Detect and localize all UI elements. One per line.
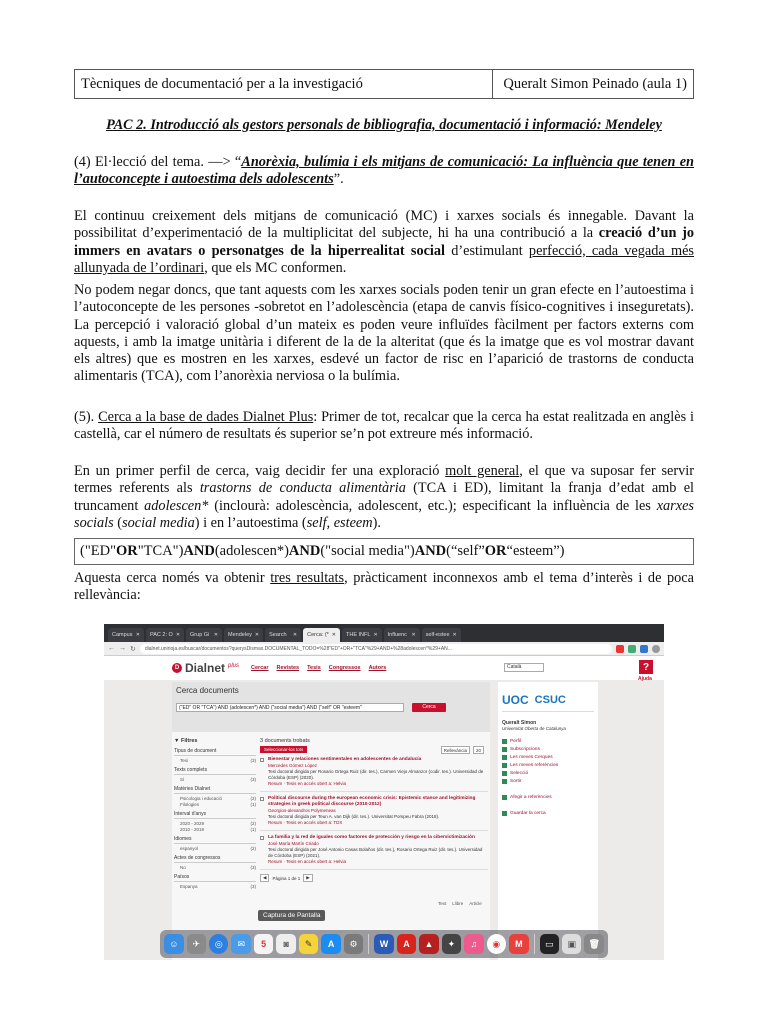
q-operator: AND: [183, 543, 215, 559]
filter-group: [174, 811, 256, 832]
q-part: (adolescen*): [214, 543, 289, 559]
p3-e: (TCA i ED), limitant la franja d’edat amb el truncament: [74, 480, 695, 514]
p3-c: , el que va suposar fer servir termes referents als: [74, 463, 695, 497]
browser-tab[interactable]: [108, 628, 144, 642]
close-icon[interactable]: ✕: [452, 632, 457, 638]
music-icon[interactable]: ♫: [464, 934, 483, 954]
filter-group: [174, 767, 256, 782]
sidebar-link[interactable]: [502, 779, 594, 784]
p3-l: self, esteem: [306, 514, 373, 531]
filter-option[interactable]: [174, 802, 256, 807]
dialnet-logo[interactable]: [172, 661, 239, 675]
search-button[interactable]: Cerca: [412, 703, 446, 712]
menu-tesis[interactable]: Tesis: [307, 665, 321, 671]
extension-icon[interactable]: [628, 645, 636, 653]
arrow-icon: [502, 795, 507, 800]
filter-group-title: Texts complets: [174, 767, 256, 775]
filter-option[interactable]: [174, 827, 256, 832]
filter-group-title: Tipus de document: [174, 748, 256, 756]
q-part: (“self”: [446, 543, 485, 559]
uoc-logo: UOC: [502, 692, 529, 707]
filter-label: espanyol: [180, 846, 199, 851]
arrow-icon: [502, 811, 507, 816]
q-part: ("ED": [80, 543, 116, 559]
result-author[interactable]: José María Martín Criado: [268, 841, 319, 846]
filter-count: (3): [250, 758, 256, 763]
menu-congressos[interactable]: Congressos: [328, 665, 361, 671]
spacer: [502, 803, 594, 811]
close-icon[interactable]: ✕: [292, 632, 298, 638]
sidebar-link-label: Perfil: [510, 739, 521, 744]
chrome-icon[interactable]: ◉: [487, 934, 506, 954]
institution-logos: [502, 688, 594, 712]
sidebar-link-label: Les meves referències: [510, 763, 559, 768]
p3-g: (inclourà: adolescència, adolescent, etc.); especificant la influència de les: [208, 497, 657, 514]
s5-number: (5).: [74, 409, 99, 425]
p3-m: ).: [372, 514, 381, 531]
extension-icon[interactable]: [616, 645, 624, 653]
filter-count: (3): [250, 865, 256, 870]
browser-tab[interactable]: [186, 628, 222, 642]
sidebar-link[interactable]: [502, 739, 594, 744]
q-operator: AND: [288, 543, 321, 559]
logo-text: Dialnet: [185, 661, 226, 675]
filter-group-title: Actes de congressos: [174, 855, 256, 863]
tab-label: self-estee: [425, 632, 450, 638]
settings-icon[interactable]: ⚙: [344, 934, 363, 954]
finder-icon[interactable]: ☺: [164, 934, 183, 954]
s5-text: : Primer de tot, recalcar que la cerca ha estat realitzada en anglès i castellà, car el número de resultats és superior se’n pot extreure més informació.: [74, 409, 694, 443]
arrow-icon: [502, 755, 507, 760]
close-icon[interactable]: ✕: [135, 632, 140, 638]
reload-icon[interactable]: ↻: [130, 645, 136, 653]
header-table: [74, 69, 694, 99]
help-icon[interactable]: ?: [639, 660, 653, 674]
profile-icon[interactable]: [652, 645, 660, 653]
calendar-icon[interactable]: 5: [254, 934, 273, 954]
tab-label: Search: [269, 632, 287, 638]
browser-url-bar: [104, 642, 664, 656]
filter-count: (1): [250, 802, 256, 807]
paragraph-2: No podem negar doncs, que tant aquests com les xarxes socials poden tenir un gran efecte en l’autoestima i l’autoconcepte de les persones -sobretot en l’adolescència (etapa de canvis físico-cognitives i inseguretats). La percepció i valoració global d’un mateix es poden veure influïdes fàcilment per factors externs com aquests, i amb la imatge unitària i diferent de la de la alteritat (que és la imatge que es vol mostrar davant els altres) que es mostren en les xarxes, esdevé un factor de risc en l’aparició de trastorns de conducta alimentaris (TCA), com l’anorèxia nerviosa o la bulímia.: [74, 282, 694, 385]
s5-database: Cerca a la base de dades Dialnet Plus: [98, 409, 314, 425]
result-title[interactable]: La familia y la red de iguales como factores de protección y riesgo en la cibervictimización: [268, 835, 475, 840]
q-operator: OR: [484, 543, 507, 559]
filter-group-title: Interval d'anys: [174, 811, 256, 819]
browser-tab[interactable]: [265, 628, 301, 642]
filter-group-title: Matèries Dialnet: [174, 786, 256, 794]
filter-label: No: [180, 865, 186, 870]
pagination: [260, 874, 488, 882]
browser-tab[interactable]: [422, 628, 461, 642]
sidebar-link[interactable]: [502, 747, 594, 752]
preview-icon[interactable]: ▣: [562, 934, 581, 954]
p3-b: molt general: [445, 463, 520, 479]
sidebar-link-label: Afegir a referències: [510, 795, 552, 800]
arrow-icon: [502, 739, 507, 744]
tab-label: Cerca: (*: [307, 632, 329, 638]
sidebar-link-label: Subscripcions: [510, 747, 540, 752]
dialnet-logo-icon: D: [172, 663, 182, 673]
filter-label: 2010 - 2019: [180, 827, 205, 832]
section-5: [74, 409, 694, 444]
p3-k: ) i en l’autoestima (: [194, 514, 307, 531]
sidebar-link-label: Les meves Cerques: [510, 755, 553, 760]
filters-title: ▼ Filtres: [174, 738, 198, 744]
csuc-logo: CSUC: [534, 693, 566, 706]
search-panel: [172, 682, 490, 732]
p4-c: , pràcticament inconnexos amb el tema d’interès i de poca rellevància:: [74, 570, 694, 604]
search-title: Cerca documents: [176, 686, 239, 695]
result-description: Tesi doctoral dirigida per Teun A. van Dijk (dir. tes.). Universitat Pompeu Fabra (2018).: [268, 814, 440, 819]
filter-option[interactable]: [174, 777, 256, 782]
page-label: Pàgina 1 de 1: [272, 875, 301, 881]
format-article[interactable]: Article: [469, 901, 482, 906]
browser-tab-bar: [104, 624, 664, 642]
filter-option[interactable]: [174, 758, 256, 763]
q-part: ("social media"): [320, 543, 415, 559]
launchpad-icon[interactable]: ✈: [187, 934, 206, 954]
filter-label: Tesi: [180, 758, 189, 763]
word-icon[interactable]: W: [374, 934, 393, 954]
result-links[interactable]: Resum · Tesis en accés obert a: Helvia: [268, 859, 346, 864]
filter-count: (3): [250, 777, 256, 782]
filter-label: Espanya: [180, 884, 198, 889]
format-book[interactable]: Llibre: [452, 901, 464, 906]
p1-text-e: , que els MC conformen.: [204, 259, 347, 276]
sidebar-link[interactable]: [502, 771, 594, 776]
search-input[interactable]: ("ED" OR "TCA") AND (adolescen*) AND ("social media") AND ("self" OR "esteem": [176, 703, 404, 712]
sidebar-link-label: Guardar la cerca: [510, 811, 546, 816]
dialnet-main: [172, 682, 490, 960]
filter-option[interactable]: [174, 884, 256, 889]
p4-a: Aquesta cerca només va obtenir: [74, 570, 271, 586]
filter-label: Sí: [180, 777, 185, 782]
arrow-icon: [502, 771, 507, 776]
close-icon[interactable]: ✕: [331, 632, 336, 638]
spacer: [502, 787, 594, 795]
mendeley-icon[interactable]: M: [509, 934, 528, 954]
logo-plus: plus: [228, 663, 240, 669]
screenshot-icon[interactable]: ◙: [276, 934, 295, 954]
close-icon[interactable]: ✕: [213, 632, 219, 638]
mail-icon[interactable]: ✉: [231, 934, 250, 954]
result-author[interactable]: Mercedes Gómez López: [268, 763, 318, 768]
notes-icon[interactable]: ✎: [299, 934, 318, 954]
menu-autors[interactable]: Autors: [368, 665, 387, 671]
dialnet-header: [104, 656, 664, 680]
p4-b: tres resultats: [270, 570, 345, 586]
pdf-icon[interactable]: ▲: [419, 934, 438, 954]
filter-label: Filologies: [180, 802, 200, 807]
filter-option[interactable]: [174, 865, 256, 870]
filter-group-title: Països: [174, 874, 256, 882]
paragraph-3: [74, 463, 694, 532]
q-operator: OR: [116, 543, 138, 559]
result-description: Tesi doctoral dirigida per José Antonio Casas Bolaños (dir. tes.), Rosario Ortega Ruiz (dir. tes.). Universidad de Córdoba (ESP) (2021).: [268, 847, 483, 858]
result-author[interactable]: Georgios-alexandros Polymeneas: [268, 808, 336, 813]
user-sidebar: [498, 682, 598, 960]
document-title: PAC 2. Introducció als gestors personals de bibliografia, documentació i informació: Mendeley: [106, 117, 662, 133]
result-links[interactable]: Resum · Tesis en accés obert a: TDX: [268, 820, 343, 825]
close-icon[interactable]: ✕: [411, 632, 416, 638]
p3-f: adolescen*: [144, 497, 209, 514]
filter-option[interactable]: [174, 846, 256, 851]
filter-group-title: Idiomes: [174, 836, 256, 844]
menu-cercar[interactable]: Cercar: [251, 665, 269, 671]
tab-label: THE INFL: [346, 632, 371, 638]
close-icon[interactable]: ✕: [175, 632, 181, 638]
results-panel: [260, 738, 488, 882]
user-institution: Universitat Oberta de Catalunya: [502, 726, 567, 731]
acrobat-icon[interactable]: A: [397, 934, 416, 954]
forward-icon[interactable]: →: [119, 645, 126, 652]
language-select[interactable]: Català: [504, 663, 544, 672]
arrow-icon: [502, 779, 507, 784]
p1-text-c: d’estimulant: [445, 242, 529, 259]
section-4-end: ”.: [333, 171, 344, 188]
filter-group: [174, 748, 256, 763]
p3-h: xarxes socials: [74, 497, 695, 531]
filters-panel: [172, 738, 256, 893]
result-item: [260, 753, 488, 792]
sidebar-link[interactable]: [502, 795, 594, 800]
filter-group: [174, 836, 256, 851]
user-name: Queralt Simon: [502, 720, 537, 726]
search-query-box: [74, 538, 694, 565]
filter-count: (2): [250, 821, 256, 826]
window-icon[interactable]: ▭: [540, 934, 559, 954]
section-4-intro: (4) El·lecció del tema. —> “: [74, 154, 242, 170]
q-part: “esteem”): [506, 543, 565, 559]
browser-tab[interactable]: [384, 628, 420, 642]
sidebar-link[interactable]: [502, 755, 594, 760]
dialnet-screenshot: [104, 624, 664, 960]
sidebar-link[interactable]: [502, 811, 594, 816]
q-operator: AND: [414, 543, 447, 559]
browser-tab[interactable]: [342, 628, 382, 642]
utility-icon[interactable]: ✦: [442, 934, 461, 954]
course-name: Tècniques de documentació per a la investigació: [75, 70, 493, 98]
format-text[interactable]: Text: [438, 901, 447, 906]
macos-dock: [160, 930, 608, 958]
address-input[interactable]: dialnet.unirioja.es/buscar/documentos?querysDismax.DOCUMENTAL_TODO=%28"ED"+OR+"TCA"%29+AND+%28adolescen*%29+AN...: [140, 644, 612, 654]
result-title[interactable]: Bienestar y relaciones sentimentales en adolescentes de andalucía: [268, 757, 422, 762]
result-checkbox[interactable]: [260, 797, 264, 801]
filter-count: (2): [250, 796, 256, 801]
trash-icon[interactable]: 🗑: [584, 934, 603, 954]
result-title[interactable]: Political discourse during the european economic crisis: Epistemic stance and legitimizing strategies in greek political discourse (2010-2012): [268, 796, 476, 807]
filter-group: [174, 786, 256, 807]
p1-underline: perfecció, cada vegada més allunyada de l’ordinari: [74, 242, 694, 276]
topic-title: Anorèxia, bulímia i els mitjans de comunicació: La influència que tenen en l’autoconcepte i autoestima dels adolescents: [74, 154, 695, 188]
safari-icon[interactable]: ◎: [209, 934, 228, 954]
dock-separator: [368, 934, 369, 954]
filter-option[interactable]: [174, 796, 256, 801]
app-store-icon[interactable]: A: [321, 934, 340, 954]
filter-label: 2020 - 2029: [180, 821, 205, 826]
next-page-icon[interactable]: ▶: [303, 874, 312, 882]
p3-d: trastorns de conducta alimentària: [199, 480, 406, 497]
result-checkbox[interactable]: [260, 836, 264, 840]
site-menu: [251, 665, 386, 671]
filter-label: Psicologia i educació: [180, 796, 223, 801]
result-checkbox[interactable]: [260, 758, 264, 762]
tooltip: Captura de Pantalla: [258, 910, 325, 921]
result-item: [260, 831, 488, 870]
tab-label: Mendeley: [228, 632, 252, 638]
filter-count: (2): [250, 846, 256, 851]
select-all-button[interactable]: Seleccionar-los tots: [260, 746, 307, 753]
menu-revistes[interactable]: Revistes: [276, 665, 300, 671]
result-description: Tesi doctoral dirigida per Rosario Ortega Ruiz (dir. tes.), Carmen Viejo Almanzor (codir. tes.). Universidad de Córdoba (ESP) (2020).: [268, 769, 484, 780]
export-formats: [438, 901, 482, 906]
result-links[interactable]: Resum · Tesis en accés obert a: Helvia: [268, 781, 346, 786]
filter-group: [174, 874, 256, 889]
tab-label: Influenc: [387, 632, 407, 638]
paragraph-4: [74, 570, 694, 605]
author-name: Queralt Simon Peinado (aula 1): [503, 75, 687, 92]
section-4-topic: [74, 154, 694, 189]
q-part: "TCA"): [137, 543, 184, 559]
close-icon[interactable]: ✕: [373, 632, 378, 638]
p3-i: (: [113, 514, 123, 531]
browser-tab[interactable]: [224, 628, 263, 642]
tab-label: Grup Gi: [190, 632, 210, 638]
back-icon[interactable]: ←: [108, 645, 115, 652]
p3-a: En un primer perfil de cerca, vaig decidir fer una exploració: [74, 463, 446, 479]
filter-count: (3): [250, 884, 256, 889]
p3-j: social media: [122, 514, 195, 531]
arrow-icon: [502, 763, 507, 768]
dock-separator: [534, 934, 535, 954]
filter-group: [174, 855, 256, 870]
filter-option[interactable]: [174, 821, 256, 826]
filters-title-text: Filtres: [180, 738, 198, 744]
browser-tab[interactable]: [146, 628, 184, 642]
p1-text-a: El continuu creixement dels mitjans de comunicació (MC) i xarxes socials és innegable. Davant la possibilitat d’experimentació de la multiplicitat del subjecte, hi ha una contribució a la: [74, 208, 694, 242]
result-item: [260, 792, 488, 831]
extension-icon[interactable]: [640, 645, 648, 653]
tab-label: Campus: [112, 632, 133, 638]
results-count: 3 documents trobats: [260, 738, 310, 744]
filter-count: (1): [250, 827, 256, 832]
sidebar-link-label: Selecció: [510, 771, 529, 776]
sidebar-link-label: Sortir: [510, 779, 522, 784]
tab-label: PAC 2: O: [150, 632, 173, 638]
close-icon[interactable]: ✕: [254, 632, 260, 638]
arrow-icon: [502, 747, 507, 752]
paragraph-1: [74, 208, 694, 277]
prev-page-icon[interactable]: ◀: [260, 874, 269, 882]
browser-tab-active[interactable]: [303, 628, 340, 642]
help-label[interactable]: Ajuda: [638, 676, 652, 682]
p1-bold: creació d’un jo immers en avatars o personatges de la hiperrealitat social: [74, 225, 694, 259]
sidebar-link[interactable]: [502, 763, 594, 768]
sort-select[interactable]: Rellevància: [441, 746, 470, 754]
per-page-select[interactable]: 20: [473, 746, 484, 754]
